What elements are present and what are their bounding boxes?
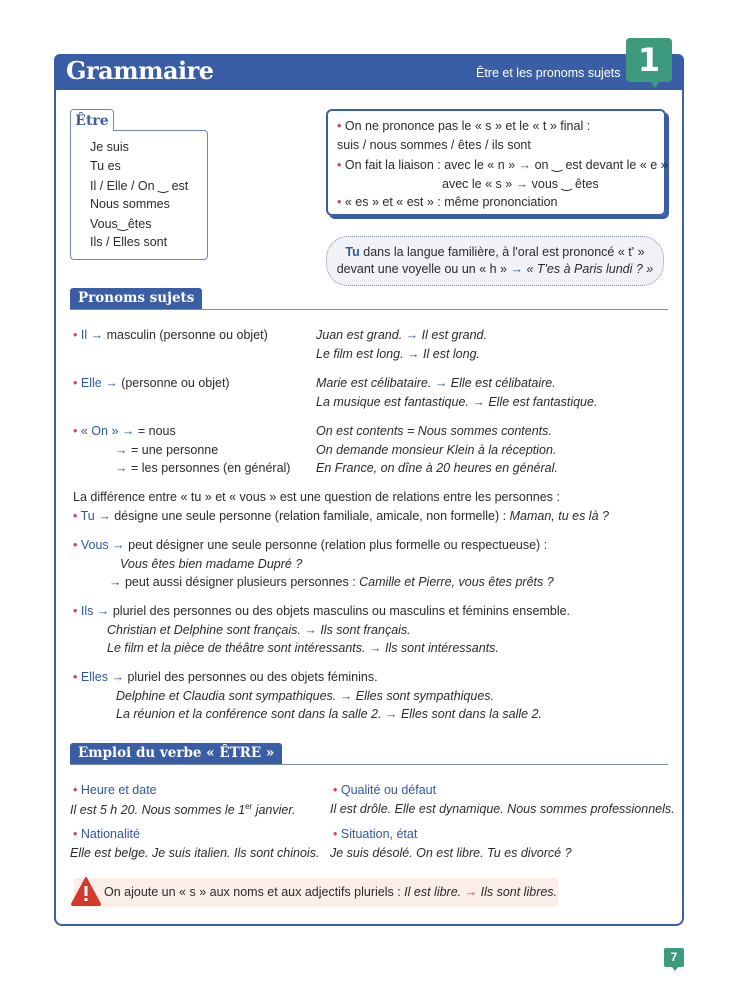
bullet-icon: • [73, 328, 78, 342]
pron-text: « es » et « est » : même prononciation [344, 195, 558, 209]
arrow-icon: → [518, 158, 532, 172]
example-line [120, 557, 302, 571]
example-line [316, 395, 597, 409]
example-text: Ils sont intéressants. [384, 641, 499, 655]
example-text: Elle est célibataire. [450, 376, 556, 390]
emploi-heading-text: Heure et date [80, 783, 157, 797]
pronoun-on-meaning [115, 443, 218, 457]
pronoun-label: « On » [80, 424, 119, 438]
arrow-icon: → [115, 461, 128, 475]
emploi-heading-text: Nationalité [80, 827, 140, 841]
example-line [116, 689, 494, 703]
warning-rule: On ajoute un « s » aux noms et aux adjectifs pluriels : [104, 885, 405, 899]
example-text: Ils sont libres. [480, 885, 558, 899]
example-text: Juan est grand. [316, 328, 403, 342]
arrow-icon: → [90, 328, 104, 342]
chapter-badge: 1 [626, 38, 672, 82]
bullet-icon: • [337, 158, 342, 172]
example-text: Elle est fantastique. [488, 395, 598, 409]
pronoun-elles-desc [73, 670, 378, 684]
example-line [107, 623, 411, 637]
page-subtitle: Être et les pronoms sujets [476, 66, 621, 80]
section-title-pronoms: Pronoms sujets [70, 288, 202, 309]
pronoun-label: Tu [80, 509, 95, 523]
pronoun-label: Ils [80, 604, 94, 618]
pronoun-desc: peut aussi désigner plusieurs personnes : [124, 575, 360, 589]
pron-text: vous ‿ êtes [531, 177, 599, 191]
arrow-icon: → [304, 623, 317, 637]
pronoun-desc: = nous [137, 424, 176, 438]
pronoun-label: Elles [80, 670, 108, 684]
pronoun-label: Il [80, 328, 88, 342]
pronoun-ils-desc [73, 604, 570, 618]
etre-tab-label: Être [70, 109, 114, 131]
bullet-icon: • [73, 538, 78, 552]
example-text: Delphine et Claudia sont sympathiques. [116, 689, 337, 703]
pron-line-1 [337, 119, 590, 133]
pronoun-il-desc [73, 328, 268, 342]
pronoun-on-meaning [115, 461, 290, 475]
pronoun-desc: = les personnes (en général) [130, 461, 291, 475]
arrow-icon: → [434, 376, 448, 390]
pronoun-desc: = une personne [130, 443, 219, 457]
example-text: La réunion et la conférence sont dans la salle 2. [116, 707, 382, 721]
example-text: Christian et Delphine sont français. [107, 623, 301, 637]
pronoun-desc: peut désigner une seule personne (relation plus formelle ou respectueuse) : [128, 538, 548, 552]
bullet-icon: • [73, 604, 78, 618]
pronoun-desc: masculin (personne ou objet) [106, 328, 268, 342]
example-text: On demande monsieur Klein à la réception. [316, 443, 557, 457]
arrow-icon: → [384, 707, 398, 721]
pronoun-desc: pluriel des personnes ou des objets féminins. [127, 670, 378, 684]
tu-note-text: dans la langue familière, à l'oral est prononcé « t' » [359, 245, 645, 259]
pronoun-vous-desc [73, 538, 547, 552]
tu-note-line-2 [327, 261, 663, 278]
pron-line-3 [337, 157, 668, 172]
example-text: Elles sont dans la salle 2. [400, 707, 542, 721]
emploi-heading [333, 783, 436, 797]
arrow-icon: → [98, 509, 111, 523]
bullet-icon: • [73, 376, 78, 390]
page-number: 7 [664, 948, 684, 967]
example-text: Il est 5 h 20. Nous sommes le 1 [70, 803, 246, 818]
example-line [116, 707, 542, 721]
arrow-icon: → [109, 575, 122, 589]
emploi-heading [333, 827, 417, 841]
conjugation-line: Tu es [90, 159, 121, 173]
pron-text: on ‿ est devant le « e » [534, 158, 668, 172]
pronoun-label: Elle [80, 376, 102, 390]
conjugation-line: Je suis [90, 140, 129, 154]
bullet-icon: • [73, 783, 78, 797]
example-text: Il est drôle. Elle est dynamique. Nous sommes professionnels. [330, 802, 675, 816]
superscript: er [245, 802, 253, 811]
example-text: Vous êtes bien madame Dupré ? [120, 557, 303, 571]
emploi-example [330, 846, 572, 860]
pron-text: On fait la liaison : avec le « n » [344, 158, 516, 172]
arrow-icon: → [510, 262, 523, 276]
pron-line-5 [337, 195, 558, 209]
arrow-icon: → [111, 670, 124, 684]
tu-note [326, 236, 664, 286]
example-text: Je suis désolé. On est libre. Tu es divorcé ? [330, 846, 572, 860]
conjugation-line: Nous sommes [90, 197, 170, 211]
tu-note-text: devant une voyelle ou un « h » [336, 262, 508, 276]
example-line [316, 443, 556, 457]
pronoun-vous-desc-2 [109, 575, 554, 589]
example-line [316, 461, 558, 475]
arrow-icon: → [472, 395, 485, 409]
pron-text: On ne prononce pas le « s » et le « t » final : [344, 119, 591, 133]
pron-text: avec le « s » [442, 177, 513, 191]
arrow-icon: → [407, 347, 420, 361]
pronoun-desc: pluriel des personnes ou des objets masculins ou masculins et féminins ensemble. [112, 604, 571, 618]
pronoun-desc: désigne une seule personne (relation familiale, amicale, non formelle) : [114, 509, 510, 523]
example-line [316, 376, 556, 390]
tu-note-example: « T'es à Paris lundi ? » [526, 262, 654, 276]
emploi-example [70, 846, 319, 860]
bullet-icon: • [73, 827, 78, 841]
arrow-icon: → [121, 424, 135, 438]
arrow-icon: → [339, 689, 353, 703]
example-text: Maman, tu es là ? [509, 509, 609, 523]
emploi-heading [73, 827, 140, 841]
pronoun-desc: (personne ou objet) [121, 376, 230, 390]
example-text: Il est grand. [421, 328, 487, 342]
tu-note-line-1 [327, 244, 663, 261]
bullet-icon: • [73, 509, 78, 523]
emploi-heading [73, 783, 157, 797]
arrow-icon: → [405, 328, 419, 342]
example-text: Le film et la pièce de théâtre sont intéressants. [107, 641, 366, 655]
pronoun-label: Vous [80, 538, 109, 552]
emploi-example [330, 802, 675, 816]
section-divider [70, 309, 668, 310]
example-text: Marie est célibataire. [316, 376, 432, 390]
etre-conjugation-box [70, 130, 208, 260]
tu-vous-intro: La différence entre « tu » et « vous » est une question de relations entre les personnes : [73, 490, 560, 504]
section-title-emploi: Emploi du verbe « ÊTRE » [70, 743, 282, 764]
arrow-icon: → [105, 376, 118, 390]
pron-line-4 [442, 176, 599, 191]
example-text: Elle est belge. Je suis italien. Ils sont chinois. [70, 846, 320, 860]
page-title: Grammaire [66, 56, 214, 85]
emploi-heading-text: Qualité ou défaut [340, 783, 437, 797]
pronoun-tu-desc [73, 509, 609, 523]
pronoun-elle-desc [73, 376, 230, 390]
example-line [316, 424, 552, 438]
example-line [316, 347, 480, 361]
conjugation-line: Il / Elle / On ‿ est [90, 179, 189, 193]
bullet-icon: • [337, 195, 342, 209]
bullet-icon: • [73, 424, 78, 438]
arrow-icon: → [515, 177, 529, 191]
emploi-heading-text: Situation, état [340, 827, 418, 841]
pronoun-on-desc [73, 424, 176, 438]
arrow-icon: → [464, 885, 478, 899]
conjugation-line: Vous‿êtes [90, 217, 152, 231]
arrow-icon: → [96, 604, 110, 618]
pronunciation-box [326, 109, 666, 216]
example-line [107, 641, 499, 655]
example-text: Le film est long. [316, 347, 404, 361]
conjugation-line: Ils / Elles sont [90, 235, 168, 249]
bullet-icon: • [333, 827, 338, 841]
arrow-icon: → [115, 443, 128, 457]
example-text: Ils sont français. [320, 623, 411, 637]
warning-text [104, 885, 557, 899]
example-line [316, 328, 487, 342]
bullet-icon: • [73, 670, 78, 684]
example-text: La musique est fantastique. [316, 395, 469, 409]
example-text: Camille et Pierre, vous êtes prêts ? [359, 575, 554, 589]
example-text: En France, on dîne à 20 heures en général. [316, 461, 558, 475]
example-text: janvier. [252, 803, 296, 818]
emploi-example [70, 802, 296, 817]
arrow-icon: → [112, 538, 125, 552]
arrow-icon: → [368, 641, 382, 655]
bullet-icon: • [337, 119, 342, 133]
bullet-icon: • [333, 783, 338, 797]
tu-word: Tu [345, 245, 360, 259]
example-text: On est contents = Nous sommes contents. [316, 424, 552, 438]
example-text: Il est libre. [404, 885, 462, 899]
section-divider [70, 764, 668, 765]
example-text: Il est long. [423, 347, 480, 361]
warning-triangle-icon [70, 876, 102, 906]
example-text: Elles sont sympathiques. [355, 689, 495, 703]
pron-line-2: suis / nous sommes / êtes / ils sont [337, 138, 531, 152]
